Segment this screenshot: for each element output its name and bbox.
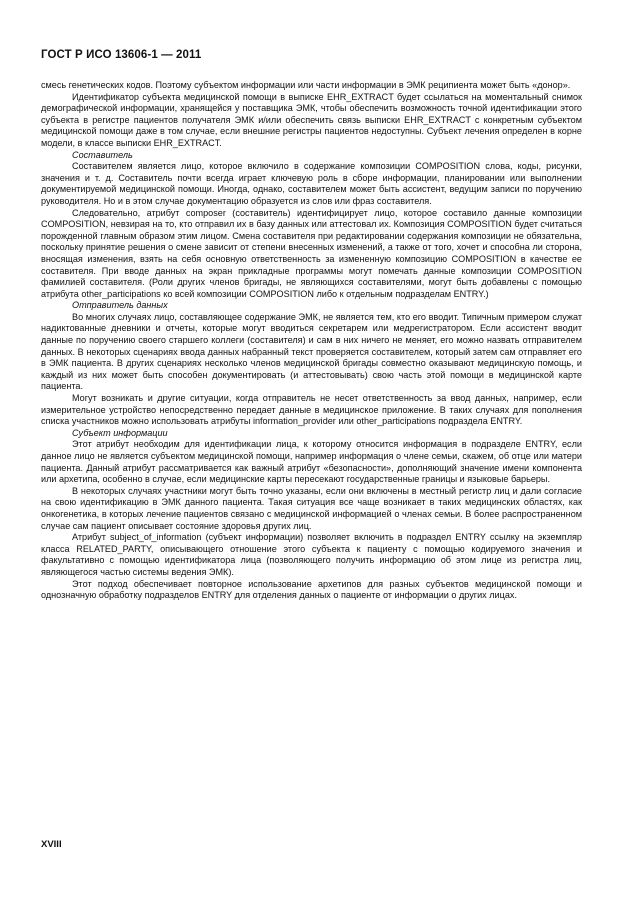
section-heading-data-committer: Отправитель данных [72, 300, 168, 311]
paragraph-continuation: смесь генетических кодов. Поэтому субъектом информации или части информации в ЭМК реципиента может быть «донор». [41, 80, 571, 90]
paragraph-participants-registry: В некоторых случаях участники могут быть точно указаны, если они включены в местный регистр лиц и дали согласие на свою идентификацию в ЭМК данного пациента. Такая ситуация все чаще возникает в таких медицинских областях, как онкогенетика, в которых лечение пациентов связано с медицинской информацией о членах семьи. В более распространенном случае сам пациент описывает состояние здоровья других лиц. [41, 485, 582, 531]
section-heading-subject-of-information: Субъект информации [72, 427, 168, 438]
paragraph-other-situations: Могут возникать и другие ситуации, когда отправитель не несет ответственность за ввод данных, например, если измерительное устройство непосредственно передает данные в медицинское приложение. В таких случаях для пополнения списка участников можно использовать атрибуты information_provider или other_participations подраздела ENTRY. [41, 393, 582, 427]
paragraph-subject-identifier: Идентификатор субъекта медицинской помощи в выписке EHR_EXTRACT будет ссылаться на моментальный снимок демографической информации, хранящейся у поставщика ЭМК, чтобы обеспечить возможность точной идентификации этого субъекта в регистре пациентов получателя ЭМК и/или обеспечить связь выписки EHR_EXTRACT с конкретным субъектом медицинской помощи даже в том случае, если внешние регистры пациентов недоступны. Субъект лечения определен в корне модели, в классе выписки EHR_EXTRACT. [41, 91, 582, 148]
section-heading-composer: Составитель [72, 149, 133, 160]
page-number: XVIII [41, 839, 62, 850]
paragraph-subject-of-information-attribute: Атрибут subject_of_information (субъект информации) позволяет включить в подраздел ENTRY ссылку на экземпляр класса RELATED_PARTY, описывающего отношение этого субъекта к пациенту с помощью кодируемого значения и факультативно с помощью идентификатора лица (позволяющего получить информацию об этом лице из регистра лиц, являющегося частью системы ведения ЭМК). [41, 532, 582, 577]
paragraph-subject-attribute: Этот атрибут необходим для идентификации лица, к которому относится информация в подразделе ENTRY, если данное лицо не является субъектом медицинской помощи, например информация о члене семьи, скажем, об отце или матери пациента. Данный атрибут рассматривается как важный атрибут «безопасности», дополняющий значение имени компонента или архетипа, особенно в случае, если медицинские карты пересекают государственные границы и языковые барьеры. [41, 439, 582, 485]
paragraph-composer-attribute: Следовательно, атрибут composer (составитель) идентифицирует лицо, которое составило данные композиции COMPOSITION, невзирая на то, кто отправил их в базу данных или аттестовал их. Композиция COMPOSITION будет считаться порожденной главным образом этим лицом. Смена составителя при редактировании содержания композиции не обязательна, поскольку принятие решения о смене зависит от степени внесенных изменений, а также от того, хочет и способна ли сторона, вносящая изменения, взять на себя основную ответственность за измененную композицию COMPOSITION в качестве ее составителя. При вводе данных на экран прикладные программы могут помечать данные композиции COMPOSITION фамилией составителя. (Роли других членов бригады, не являющихся составителями, могут быть добавлены с помощью атрибута other_participations ко всей композиции COMPOSITION либо к отдельным подразделам ENTRY.) [41, 207, 582, 299]
document-header: ГОСТ Р ИСО 13606-1 — 2011 [41, 49, 202, 61]
paragraph-composer-definition: Составителем является лицо, которое включило в содержание композиции COMPOSITION слова, коды, рисунки, значения и т. д. Составитель почти всегда играет ключевую роль в сборе информации, планировании или выполнении документируемой медицинской помощи. Иногда, однако, составителем может быть ассистент, ведущим записи по поручению руководителя. Но и в этом случае документацию образуется из слов или фраз составителя. [41, 161, 582, 206]
document-body [41, 80, 582, 602]
paragraph-archetype-reuse: Этот подход обеспечивает повторное использование архетипов для разных субъектов медицинской помощи и однозначную обработку подразделов ENTRY для отделения данных о пациенте от информации о других лицах. [41, 578, 582, 601]
paragraph-data-committer: Во многих случаях лицо, составляющее содержание ЭМК, не является тем, кто его вводит. Типичным примером служат надиктованные дневники и отчеты, которые могут вводиться секретарем или медрегистратором. Если ассистент вводит данные по поручению своего старшего коллеги (составителя) и сам в них ничего не меняет, его можно назвать отправителем данных. В некоторых сценариях ввода данных набранный текст проверяется составителем, который затем сам отправляет его в ЭМК пациента. В других сценариях несколько членов медицинской бригады совместно оказывают медицинскую помощь, и каждый из них может быть способен документировать (и аттестовывать) свою часть этой помощи в медицинской карте пациента. [41, 311, 582, 392]
